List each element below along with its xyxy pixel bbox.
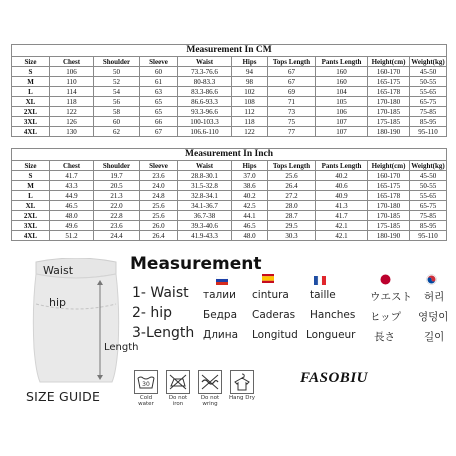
row-length-label: 3-Length xyxy=(132,325,195,341)
row-length-ru: Длина xyxy=(203,329,239,341)
table-cell: 65 xyxy=(140,107,178,117)
table-cell: 42.5 xyxy=(232,201,268,211)
table-row xyxy=(12,181,447,191)
column-header: Pants Length xyxy=(316,161,368,171)
table-row xyxy=(12,77,447,87)
table-cell: 50-55 xyxy=(410,77,447,87)
column-header: Waist xyxy=(178,57,232,67)
table-cell: 108 xyxy=(232,97,268,107)
brand-name: FASOBIU xyxy=(300,370,368,386)
column-header: Sleeve xyxy=(140,161,178,171)
care-cold-water xyxy=(133,370,159,407)
table-cell: 65-75 xyxy=(410,97,447,107)
table-row xyxy=(12,117,447,127)
table-cell: 40.2 xyxy=(232,191,268,201)
table-cell: 41.7 xyxy=(316,211,368,221)
row-length-fr: Longueur xyxy=(306,329,356,341)
table-cell: 55-65 xyxy=(410,87,447,97)
row-hip-es: Caderas xyxy=(252,309,296,321)
row-hip-kr: 영덩이 xyxy=(418,311,449,323)
table-cell: 122 xyxy=(50,107,94,117)
no-iron-icon xyxy=(167,371,189,393)
table-cell: 22.0 xyxy=(94,201,140,211)
table-cell: 45-50 xyxy=(410,67,447,77)
table-cell: 118 xyxy=(232,117,268,127)
table-cell: 27.2 xyxy=(268,191,316,201)
table-cell: 107 xyxy=(316,127,368,137)
table-cell: 21.3 xyxy=(94,191,140,201)
table-cell: 75 xyxy=(268,117,316,127)
column-header: Height(cm) xyxy=(368,57,410,67)
table-cell: 98 xyxy=(232,77,268,87)
table-cell: 170-185 xyxy=(368,211,410,221)
table-cell: 50-55 xyxy=(410,181,447,191)
table-cell: 50 xyxy=(94,67,140,77)
table-cell: 24.8 xyxy=(140,191,178,201)
cm-table-title: Measurement In CM xyxy=(12,45,447,57)
table-cell: 104 xyxy=(316,87,368,97)
table-cell: 165-175 xyxy=(368,181,410,191)
table-cell: 34.1-36.7 xyxy=(178,201,232,211)
table-cell: 52 xyxy=(94,77,140,87)
care-hang-dry-label: Hang Dry xyxy=(229,395,255,401)
size-cell: 3XL xyxy=(12,117,50,127)
table-cell: 28.7 xyxy=(268,211,316,221)
row-length-kr: 길이 xyxy=(424,331,445,343)
skirt-diagram-icon xyxy=(26,258,126,388)
table-cell: 105 xyxy=(316,97,368,107)
size-cell: 4XL xyxy=(12,127,50,137)
table-cell: 49.6 xyxy=(50,221,94,231)
table-cell: 95-110 xyxy=(410,231,447,241)
column-header: Waist xyxy=(178,161,232,171)
column-header: Hips xyxy=(232,57,268,67)
table-cell: 55-65 xyxy=(410,191,447,201)
table-cell: 107 xyxy=(316,117,368,127)
column-header: Shoulder xyxy=(94,57,140,67)
table-cell: 85-95 xyxy=(410,117,447,127)
row-hip-label: 2- hip xyxy=(132,305,173,321)
korea-flag-icon xyxy=(426,274,437,285)
table-cell: 42.1 xyxy=(316,231,368,241)
cm-header-row xyxy=(12,57,447,67)
table-cell: 26.4 xyxy=(268,181,316,191)
row-length-es: Longitud xyxy=(252,329,298,341)
table-cell: 67 xyxy=(268,67,316,77)
inch-table-body xyxy=(12,171,447,241)
table-cell: 40.6 xyxy=(316,181,368,191)
column-header: Chest xyxy=(50,161,94,171)
column-header: Chest xyxy=(50,57,94,67)
wash-temp: 30 xyxy=(142,381,150,388)
row-hip-ru: Бедра xyxy=(203,309,238,321)
table-cell: 106.6-110 xyxy=(178,127,232,137)
table-cell: 66 xyxy=(140,117,178,127)
table-cell: 31.5-32.8 xyxy=(178,181,232,191)
table-cell: 26.4 xyxy=(140,231,178,241)
table-cell: 23.6 xyxy=(140,171,178,181)
table-cell: 42.1 xyxy=(316,221,368,231)
table-cell: 60 xyxy=(94,117,140,127)
row-hip-jp: ヒップ xyxy=(370,311,402,323)
size-cell: M xyxy=(12,77,50,87)
column-header: Tops Length xyxy=(268,161,316,171)
table-cell: 38.6 xyxy=(232,181,268,191)
japan-flag-icon xyxy=(380,274,391,285)
column-header: Weight(kg) xyxy=(411,161,445,170)
table-cell: 160 xyxy=(316,67,368,77)
no-wring-icon xyxy=(199,371,221,393)
table-cell: 41.7 xyxy=(50,171,94,181)
table-cell: 23.6 xyxy=(94,221,140,231)
row-waist-label: 1- Waist xyxy=(132,285,189,301)
row-waist-ru: талии xyxy=(203,289,236,301)
table-cell: 39.3-40.6 xyxy=(178,221,232,231)
table-cell: 48.0 xyxy=(50,211,94,221)
table-cell: 20.5 xyxy=(94,181,140,191)
table-cell: 165-178 xyxy=(368,191,410,201)
table-cell: 30.3 xyxy=(268,231,316,241)
table-row xyxy=(12,97,447,107)
size-guide-label: SIZE GUIDE xyxy=(26,389,101,404)
table-cell: 130 xyxy=(50,127,94,137)
table-cell: 122 xyxy=(232,127,268,137)
table-cell: 94 xyxy=(232,67,268,77)
table-cell: 29.5 xyxy=(268,221,316,231)
table-cell: 160-170 xyxy=(368,171,410,181)
table-cell: 24.0 xyxy=(140,181,178,191)
spain-flag-icon xyxy=(262,274,274,283)
table-cell: 112 xyxy=(232,107,268,117)
table-cell: 67 xyxy=(140,127,178,137)
table-cell: 160-170 xyxy=(368,67,410,77)
row-length-jp: 長さ xyxy=(374,331,395,343)
table-cell: 62 xyxy=(94,127,140,137)
table-cell: 22.8 xyxy=(94,211,140,221)
table-cell: 73.3-76.6 xyxy=(178,67,232,77)
size-cell: L xyxy=(12,191,50,201)
table-cell: 44.9 xyxy=(50,191,94,201)
table-cell: 63 xyxy=(140,87,178,97)
table-cell: 69 xyxy=(268,87,316,97)
table-cell: 170-180 xyxy=(368,97,410,107)
inch-size-table xyxy=(11,148,447,241)
row-hip-fr: Hanches xyxy=(310,309,356,321)
table-row xyxy=(12,211,447,221)
france-flag-icon xyxy=(314,276,326,285)
table-row xyxy=(12,191,447,201)
column-header: Hips xyxy=(232,161,268,171)
table-row xyxy=(12,107,447,117)
column-header: Size xyxy=(12,161,50,171)
table-cell: 102 xyxy=(232,87,268,97)
size-cell: M xyxy=(12,181,50,191)
table-cell: 175-185 xyxy=(368,117,410,127)
table-cell: 75-85 xyxy=(410,107,447,117)
table-cell: 80-83.3 xyxy=(178,77,232,87)
length-label: Length xyxy=(104,342,139,353)
table-cell: 83.3-86.6 xyxy=(178,87,232,97)
table-row xyxy=(12,201,447,211)
size-cell: L xyxy=(12,87,50,97)
table-cell: 36.7-38 xyxy=(178,211,232,221)
table-cell: 170-185 xyxy=(368,107,410,117)
table-cell: 86.6-93.3 xyxy=(178,97,232,107)
hang-dry-icon xyxy=(231,371,253,393)
care-hang-dry xyxy=(229,370,255,401)
table-row xyxy=(12,127,447,137)
table-cell: 75-85 xyxy=(410,211,447,221)
table-row xyxy=(12,171,447,181)
table-cell: 45-50 xyxy=(410,171,447,181)
table-cell: 106 xyxy=(50,67,94,77)
table-cell: 180-190 xyxy=(368,127,410,137)
care-no-wring xyxy=(197,370,223,407)
size-cell: XL xyxy=(12,201,50,211)
table-cell: 93.3-96.6 xyxy=(178,107,232,117)
table-cell: 110 xyxy=(50,77,94,87)
table-cell: 73 xyxy=(268,107,316,117)
row-waist-fr: taille xyxy=(310,289,336,301)
table-cell: 100-103.3 xyxy=(178,117,232,127)
row-waist-kr: 허리 xyxy=(424,291,445,303)
table-cell: 165-175 xyxy=(368,77,410,87)
table-row xyxy=(12,231,447,241)
waist-label: Waist xyxy=(43,264,74,277)
table-cell: 71 xyxy=(268,97,316,107)
table-cell: 85-95 xyxy=(410,221,447,231)
size-cell: XL xyxy=(12,97,50,107)
size-cell: 2XL xyxy=(12,211,50,221)
table-cell: 48.0 xyxy=(232,231,268,241)
table-cell: 67 xyxy=(268,77,316,87)
table-cell: 126 xyxy=(50,117,94,127)
size-cell: S xyxy=(12,171,50,181)
table-cell: 41.9-43.3 xyxy=(178,231,232,241)
size-cell: 2XL xyxy=(12,107,50,117)
table-cell: 37.0 xyxy=(232,171,268,181)
table-row xyxy=(12,221,447,231)
table-cell: 65 xyxy=(140,97,178,107)
column-header: Tops Length xyxy=(268,57,316,67)
table-cell: 56 xyxy=(94,97,140,107)
table-cell: 44.1 xyxy=(232,211,268,221)
size-cell: S xyxy=(12,67,50,77)
column-header: Pants Length xyxy=(316,57,368,67)
column-header: Sleeve xyxy=(140,57,178,67)
table-cell: 175-185 xyxy=(368,221,410,231)
column-header: Weight(kg) xyxy=(411,57,445,66)
table-row xyxy=(12,67,447,77)
care-no-iron xyxy=(165,370,191,407)
table-cell: 65-75 xyxy=(410,201,447,211)
table-cell: 41.3 xyxy=(316,201,368,211)
table-cell: 60 xyxy=(140,67,178,77)
table-cell: 58 xyxy=(94,107,140,117)
care-cold-water-label: Cold water xyxy=(138,395,154,407)
table-cell: 46.5 xyxy=(232,221,268,231)
table-cell: 46.5 xyxy=(50,201,94,211)
table-cell: 43.3 xyxy=(50,181,94,191)
table-cell: 32.8-34.1 xyxy=(178,191,232,201)
table-cell: 114 xyxy=(50,87,94,97)
table-cell: 170-180 xyxy=(368,201,410,211)
hip-label: hip xyxy=(49,296,67,309)
table-cell: 54 xyxy=(94,87,140,97)
row-waist-jp: ウエスト xyxy=(370,291,412,303)
table-row xyxy=(12,87,447,97)
russia-flag-icon xyxy=(216,276,228,285)
table-cell: 77 xyxy=(268,127,316,137)
column-header: Size xyxy=(12,57,50,67)
table-cell: 118 xyxy=(50,97,94,107)
table-cell: 95-110 xyxy=(410,127,447,137)
size-cell: 4XL xyxy=(12,231,50,241)
cm-size-table xyxy=(11,44,447,137)
inch-table-title: Measurement In Inch xyxy=(12,149,447,161)
measurement-title: Measurement xyxy=(130,254,262,274)
table-cell: 160 xyxy=(316,77,368,87)
row-waist-es: cintura xyxy=(252,289,289,301)
table-cell: 28.0 xyxy=(268,201,316,211)
size-cell: 3XL xyxy=(12,221,50,231)
table-cell: 61 xyxy=(140,77,178,87)
care-no-iron-label: Do not iron xyxy=(168,395,188,407)
measurement-guide xyxy=(0,252,456,456)
inch-header-row xyxy=(12,161,447,171)
table-cell: 165-178 xyxy=(368,87,410,97)
table-cell: 51.2 xyxy=(50,231,94,241)
table-cell: 25.6 xyxy=(140,201,178,211)
table-cell: 25.6 xyxy=(268,171,316,181)
table-cell: 25.6 xyxy=(140,211,178,221)
wash-30-icon xyxy=(135,371,157,393)
table-cell: 19.7 xyxy=(94,171,140,181)
table-cell: 28.8-30.1 xyxy=(178,171,232,181)
table-cell: 40.9 xyxy=(316,191,368,201)
table-cell: 106 xyxy=(316,107,368,117)
table-cell: 26.0 xyxy=(140,221,178,231)
table-cell: 40.2 xyxy=(316,171,368,181)
cm-table-body xyxy=(12,67,447,137)
column-header: Height(cm) xyxy=(368,161,410,171)
column-header: Shoulder xyxy=(94,161,140,171)
table-cell: 180-190 xyxy=(368,231,410,241)
table-cell: 24.4 xyxy=(94,231,140,241)
care-no-wring-label: Do not wring xyxy=(200,395,220,407)
